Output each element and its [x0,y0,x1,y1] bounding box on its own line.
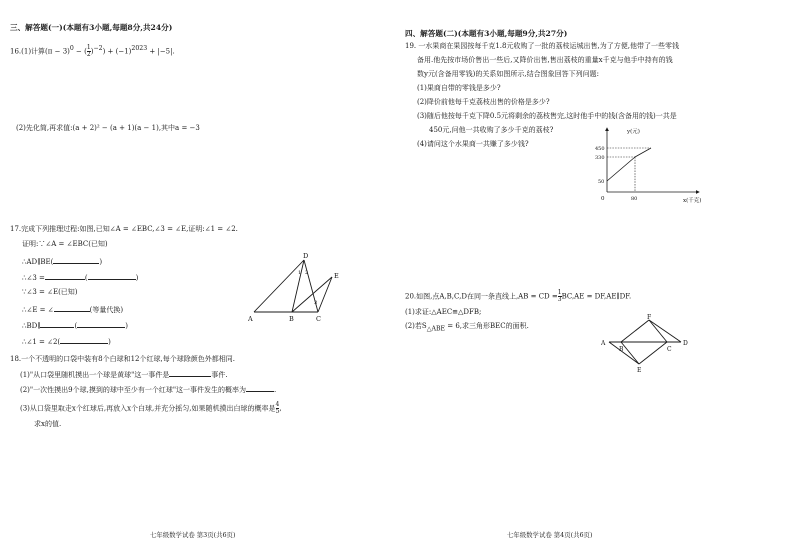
q16-fraction: $\frac{1}{2}$ [86,43,91,58]
q19-part3-cont: 450元,问他一共收购了多少千克的荔枝? [429,126,554,134]
segment-before-discount [607,157,635,181]
answer-blank[interactable] [60,336,108,344]
q16-part1: 16.(1)计算$(\pi - 3)^0$ − ( $\frac{1}{2}$ )$^{-2}) + (-1)^{2023} + |-5|$. [10,43,175,58]
q16-part2: (2)先化简,再求值:(a + 2)² − (a + 1)(a − 1),其中a = −3 [16,124,200,132]
q19-part3: (3)随后他按每千克下降0.5元将剩余的荔枝售完,这时他手中的钱(含备用的钱)一共是 [417,112,677,120]
q17-proof-line-3: ∴∠3 = ( ) [22,274,139,282]
q20-part1: (1)求证:△AEC≌△DFB; [405,308,482,316]
label-a: A [601,340,606,347]
q17-geometry-figure [248,252,348,324]
q18-part2: (2)"一次性摸出9个球,摸到的球中至少有一个红球"这一事件发生的概率为 . [20,386,277,394]
answer-blank[interactable] [54,304,90,312]
answer-blank[interactable] [45,272,85,280]
x-tick-80: 80 [631,196,638,202]
q19-part2: (2)降价前他每千克荔枝出售的价格是多少? [417,98,550,106]
line-ad [254,260,304,312]
q18-fraction: $\frac{4}{5}$ [275,401,280,415]
q17-proof-line-2: ∴AD∥BE( ) [22,258,103,266]
section-title: 四、解答题(二)(本题有3小题,每题9分,共27分) [405,29,568,38]
q19-part4: (4)请问这个水果商一共赚了多少钱? [417,140,529,148]
origin-label: 0 [601,196,605,202]
angle-label-2: 2 [305,270,309,276]
angle-label-3: 3 [314,300,318,306]
q18-part3-cont: 求x的值. [34,420,62,428]
q20-fraction: $\frac{1}{3}$ [557,289,562,303]
label-c: C [316,315,321,323]
answer-blank[interactable] [53,256,99,264]
right-page [397,0,794,550]
x-axis-label: x(千克) [683,198,702,204]
q17-proof-line-1: 证明:∵∠A = ∠EBC(已知) [22,240,108,248]
y-tick-330: 330 [595,155,605,161]
q18-stem: 18.一个不透明的口袋中装有8个白球和12个红球,每个球除颜色外都相同. [10,355,235,363]
q19-part1: (1)果商自带的零钱是多少? [417,84,501,92]
q17-proof-line-5: ∴∠E = ∠ (等量代换) [22,306,124,314]
line-db [292,260,304,312]
label-b: B [619,346,624,353]
label-f: F [647,314,652,321]
line-be [292,277,332,312]
segment-after-discount [635,148,651,157]
section-title: 三、解答题(一)(本题有3小题,每题8分,共24分) [10,23,173,32]
q19-function-graph [595,124,705,206]
page-footer: 七年级数学试卷 第3页(共6页) [150,531,236,539]
label-e: E [334,272,339,280]
label-b: B [289,315,294,323]
label-a: A [248,315,253,323]
q17-stem: 17.完成下列推理过程:如图,已知∠A = ∠EBC,∠3 = ∠E,证明:∠1 = ∠2. [10,225,238,233]
answer-blank[interactable] [40,320,74,328]
label-e: E [637,367,642,374]
line-ec [639,342,667,364]
y-tick-50: 50 [598,179,605,185]
q20-geometry-figure [601,312,693,374]
answer-blank[interactable] [246,384,274,392]
q17-proof-line-4: ∵∠3 = ∠E(已知) [22,288,78,296]
label-d: D [303,252,309,260]
line-bf [621,320,649,342]
answer-blank[interactable] [169,369,211,377]
page-footer: 七年级数学试卷 第4页(共6页) [507,531,593,539]
q17-proof-line-7: ∴∠1 = ∠2( ) [22,338,111,346]
label-d: D [683,340,688,347]
q20-stem: 20.如图,点A,B,C,D在同一条直线上,AB = CD = $\frac{1}{3}$ BC,AE = DF,AE∥DF. [405,289,632,303]
y-tick-450: 450 [595,146,605,152]
y-axis-label: y(元) [627,129,640,135]
q18-part1: (1)"从口袋里随机摸出一个球是黄球"这一事件是 事件. [20,371,228,379]
line-fd [649,320,681,342]
q17-proof-line-6: ∴BD∥ ( ) [22,322,128,330]
line-ec [318,277,332,312]
answer-blank[interactable] [88,272,136,280]
answer-blank[interactable] [77,320,125,328]
q19-line-1: 19. 一水果商在果园按每千克1.8元收购了一批的荔枝运城出售,为了方便,他带了一些零钱 [405,42,679,50]
q20-part2: (2)若$S_{\triangle ABE} = 6$,求三角形BEC的面积. [405,322,529,333]
q19-line-2: 备用.他先按市场价售出一些后,又降价出售,售出荔枝的重量x千克与他手中持有的钱 [417,56,673,64]
angle-label-1: 1 [298,270,302,276]
q19-line-3: 数y元(含备用零钱)的关系如图所示,结合图象回答下列问题: [417,70,599,78]
label-c: C [667,346,672,353]
q18-part3: (3)从口袋里取走x个红球后,再放入x个白球,并充分摇匀,如果随机摸出白球的概率是 $\frac{4}{5}$ , [20,401,282,415]
